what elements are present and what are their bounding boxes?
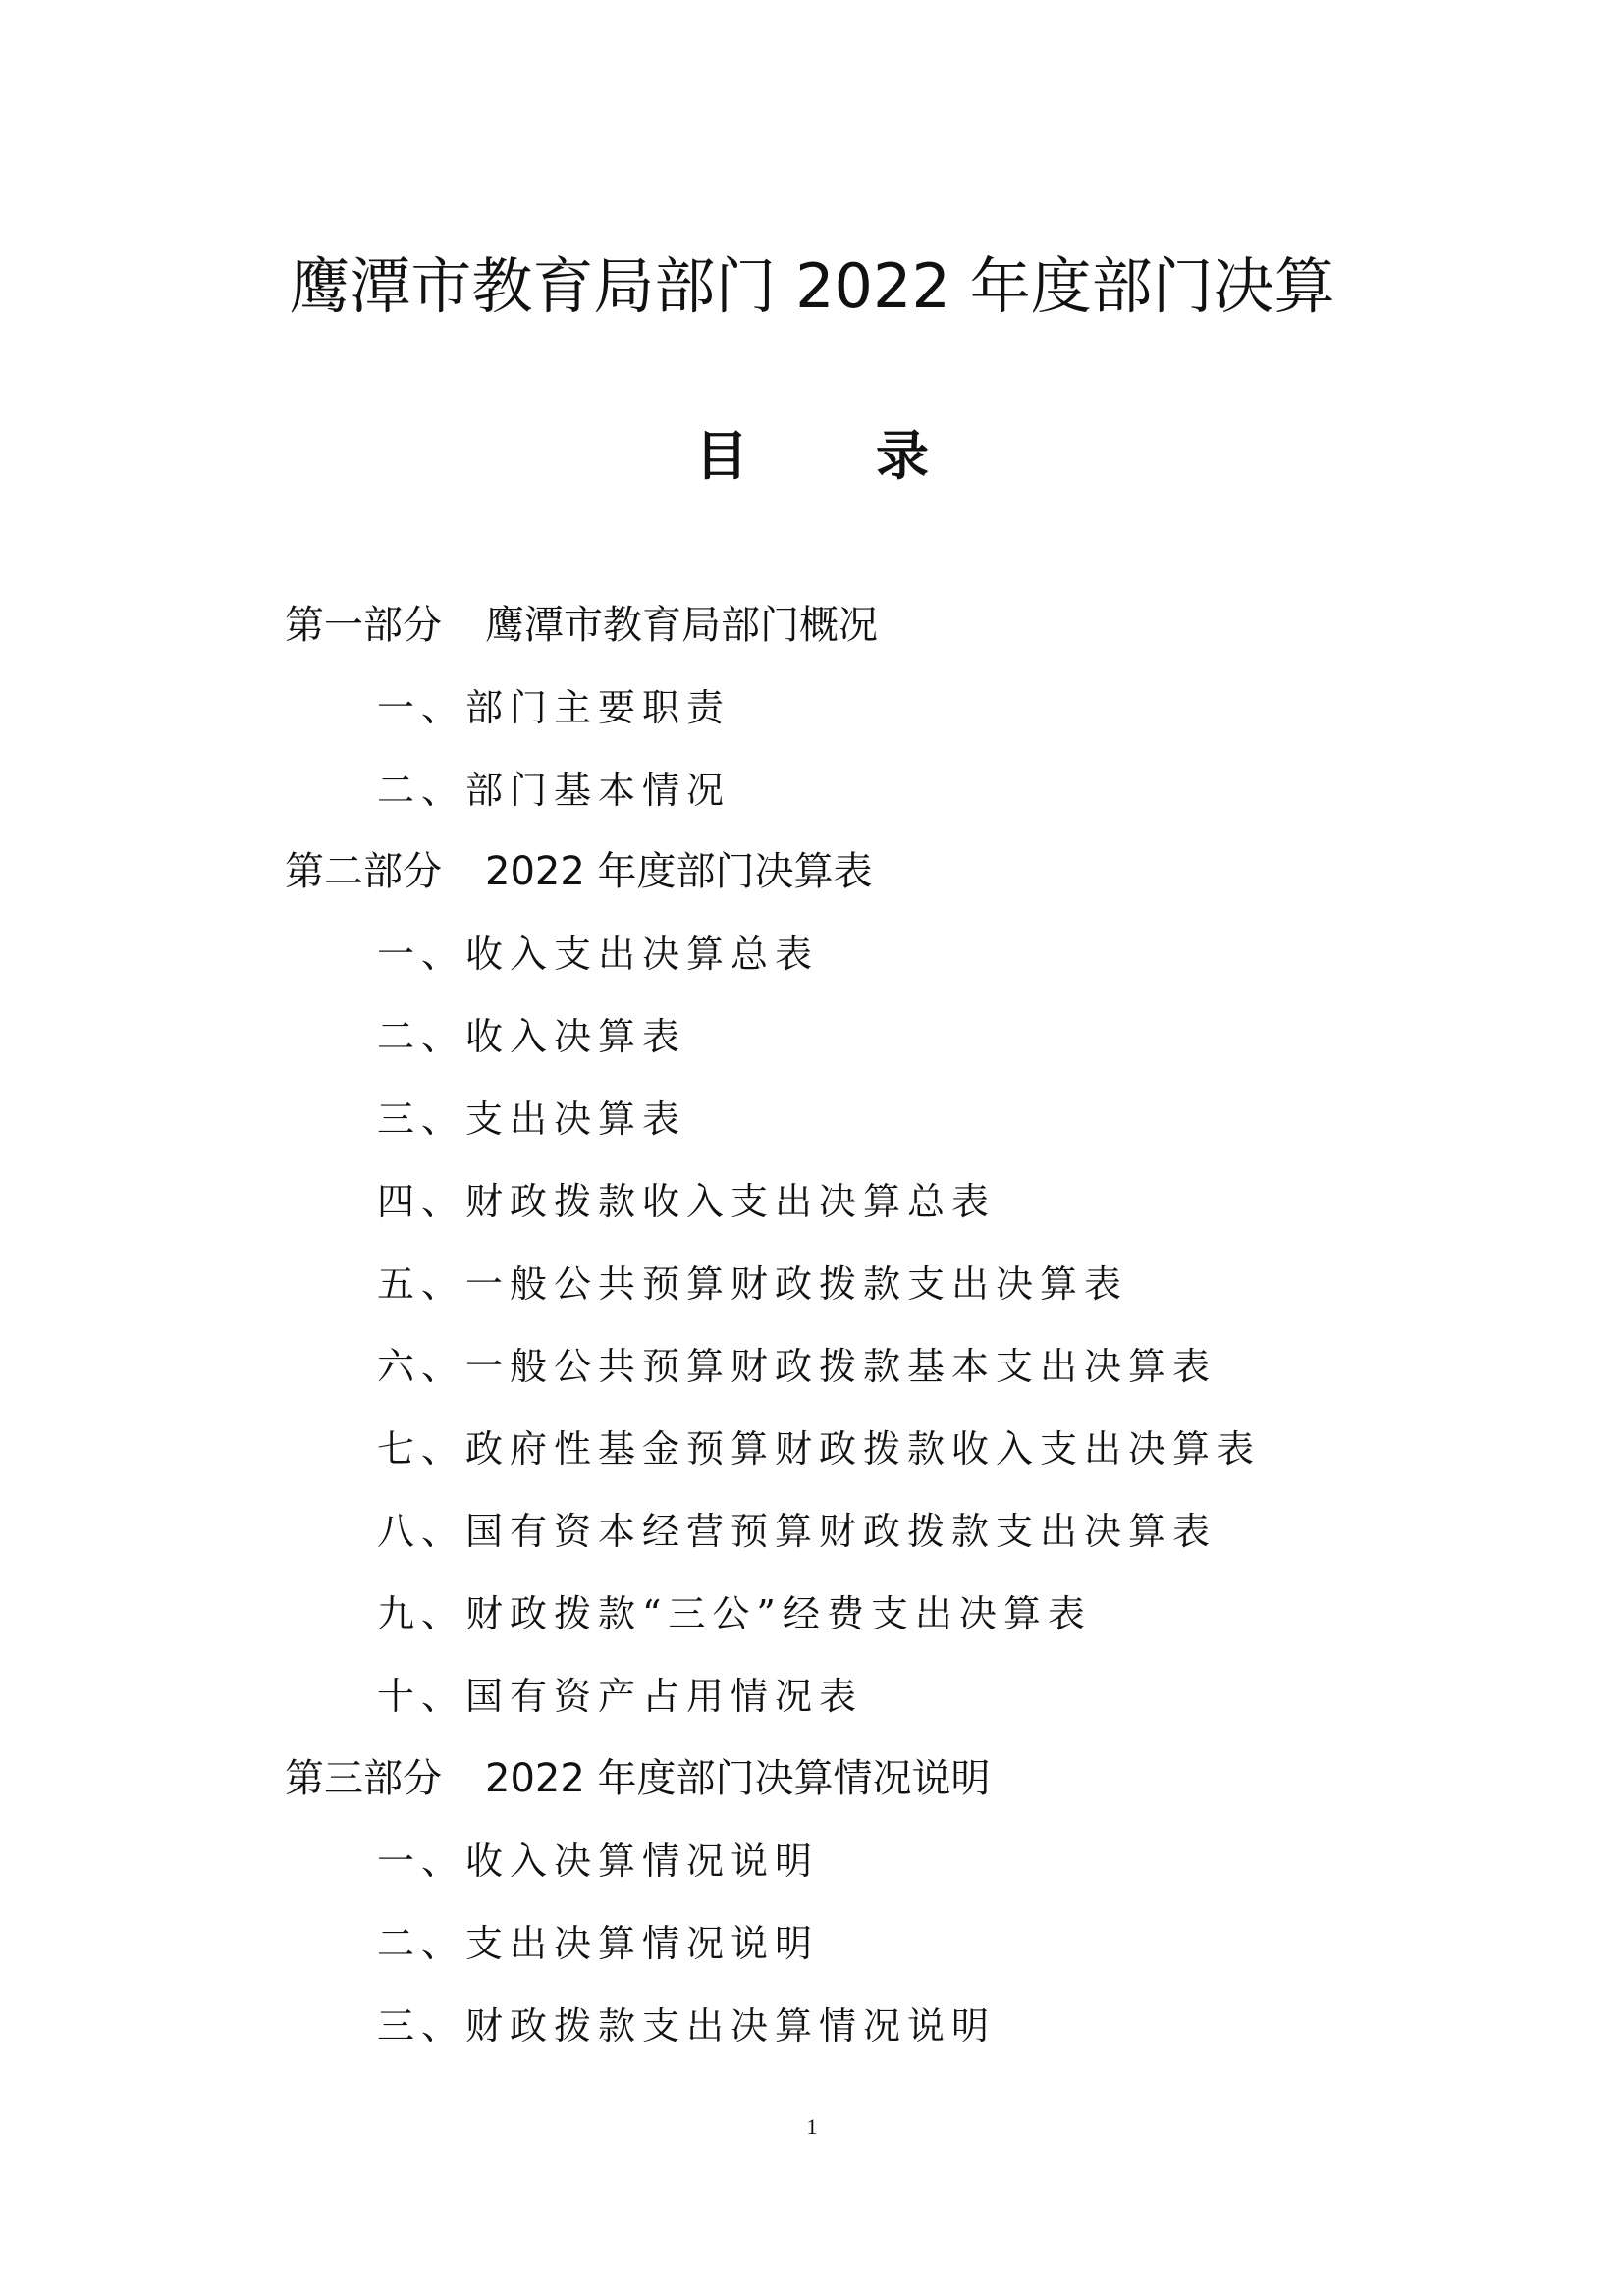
toc-item: 二、支出决算情况说明 xyxy=(377,1922,820,1965)
toc-part-3 xyxy=(285,1749,991,1808)
toc-item: 四、财政拨款收入支出决算总表 xyxy=(377,1180,997,1223)
toc-item: 二、收入决算表 xyxy=(377,1015,687,1058)
toc-item: 六、一般公共预算财政拨款基本支出决算表 xyxy=(377,1345,1218,1388)
toc-item: 一、收入支出决算总表 xyxy=(377,933,820,976)
toc-item: 三、支出决算表 xyxy=(377,1097,687,1141)
toc-item: 一、收入决算情况说明 xyxy=(377,1840,820,1883)
toc-part-2-title: 2022 年度部门决算表 xyxy=(485,849,873,894)
toc-heading-right: 录 xyxy=(876,425,929,487)
toc-item: 二、部门基本情况 xyxy=(377,769,731,812)
document-title: 鹰潭市教育局部门 2022 年度部门决算 xyxy=(289,250,1335,322)
toc-part-2-label: 第二部分 xyxy=(285,849,442,894)
toc-item: 一、部门主要职责 xyxy=(377,686,731,729)
toc-part-2 xyxy=(285,842,873,901)
toc-item: 八、国有资本经营预算财政拨款支出决算表 xyxy=(377,1510,1218,1553)
toc-part-3-title: 2022 年度部门决算情况说明 xyxy=(485,1756,991,1801)
toc-item: 十、国有资产占用情况表 xyxy=(377,1675,864,1718)
toc-item: 七、政府性基金预算财政拨款收入支出决算表 xyxy=(377,1427,1262,1470)
toc-heading xyxy=(0,422,1624,491)
toc-part-1-title: 鹰潭市教育局部门概况 xyxy=(485,603,878,648)
toc-part-1-label: 第一部分 xyxy=(285,603,442,648)
toc-item: 三、财政拨款支出决算情况说明 xyxy=(377,2004,997,2048)
toc-part-3-label: 第三部分 xyxy=(285,1756,442,1801)
toc-item: 五、一般公共预算财政拨款支出决算表 xyxy=(377,1262,1129,1306)
page-number: 1 xyxy=(806,2114,818,2139)
toc-item: 九、财政拨款“三公”经费支出决算表 xyxy=(377,1592,1092,1635)
toc-part-1 xyxy=(285,596,878,655)
toc-heading-left: 目 xyxy=(695,425,748,487)
